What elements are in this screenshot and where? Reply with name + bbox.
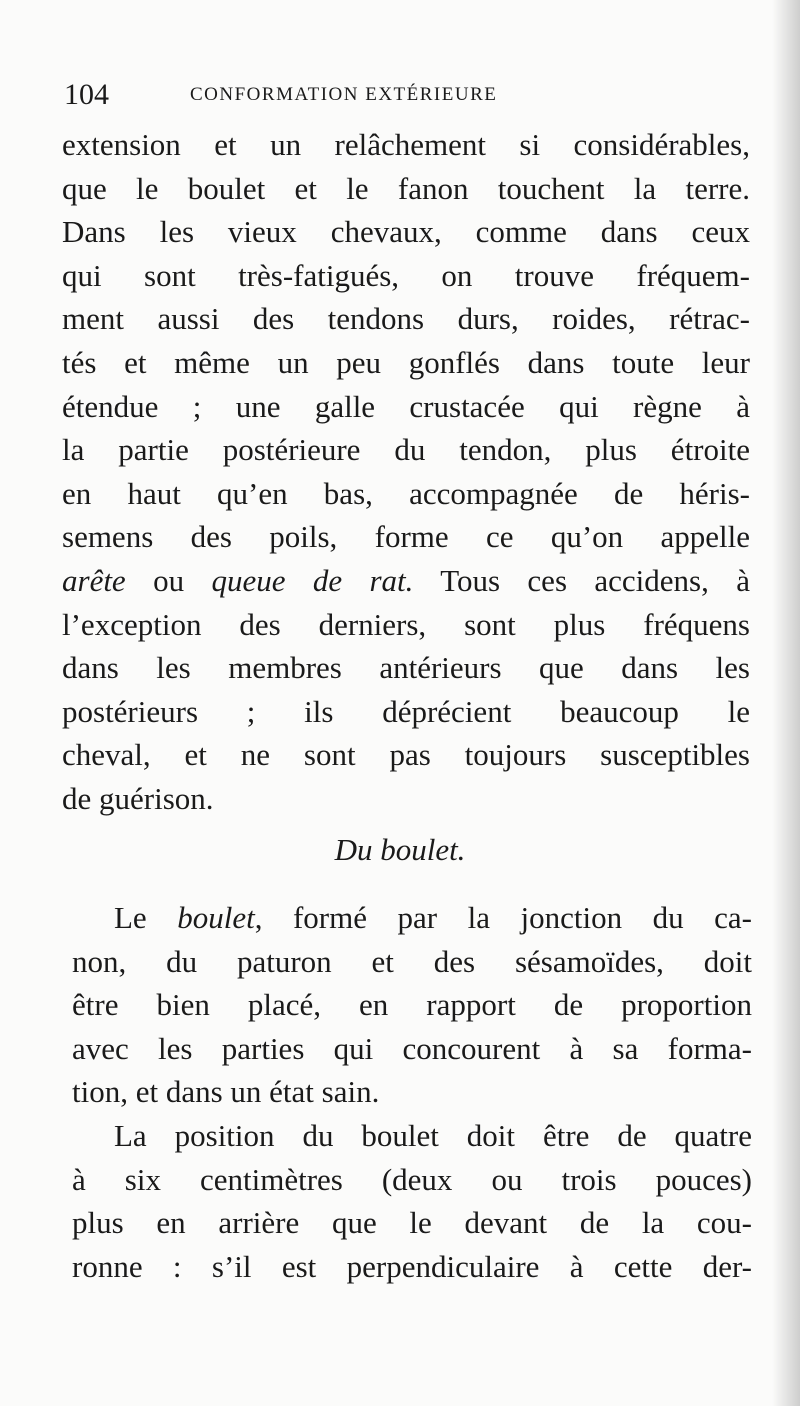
text-line: non, du paturon et des sésamoïdes, doit <box>72 943 752 979</box>
text-line: ment aussi des tendons durs, roides, rétrac- <box>62 301 750 337</box>
text-fragment: ou <box>125 562 212 598</box>
text-line: La position du boulet doit être de quatre <box>114 1117 752 1153</box>
italic-term: queue de rat. <box>211 562 414 598</box>
text-line: la partie postérieure du tendon, plus étroite <box>62 432 750 468</box>
text-line: l’exception des derniers, sont plus fréquens <box>62 606 750 642</box>
text-fragment: Tous ces accidens, à <box>413 562 750 598</box>
text-line: être bien placé, en rapport de proportion <box>72 987 752 1023</box>
text-line: étendue ; une galle crustacée qui règne à <box>62 388 750 424</box>
running-head: CONFORMATION EXTÉRIEURE <box>190 84 498 105</box>
text-line: plus en arrière que le devant de la cou- <box>72 1205 752 1241</box>
italic-term: arête <box>62 562 126 598</box>
text-line: de guérison. <box>62 780 214 816</box>
text-fragment: Le <box>114 900 178 935</box>
text-line: postérieurs ; ils déprécient beaucoup le <box>62 693 750 729</box>
text-line: avec les parties qui concourent à sa forma- <box>72 1030 752 1066</box>
page-number: 104 <box>64 78 109 111</box>
paragraphs-boulet <box>72 896 752 1288</box>
text-fragment: , formé par la jonction du ca- <box>254 900 752 935</box>
text-line: extension et un relâchement si considérables, <box>62 127 750 162</box>
text-line: qui sont très-fatigués, on trouve fréquem- <box>62 257 750 293</box>
text-line: à six centimètres (deux ou trois pouces) <box>72 1161 752 1197</box>
text-line: cheval, et ne sont pas toujours susceptibles <box>62 737 750 773</box>
italic-term: boulet <box>177 900 255 935</box>
text-line-with-italics <box>62 559 750 603</box>
page-header <box>64 78 744 118</box>
text-line: ronne : s’il est perpendiculaire à cette der- <box>72 1248 752 1284</box>
text-line-with-italics <box>72 896 752 940</box>
text-line: en haut qu’en bas, accompagnée de héris- <box>62 475 750 511</box>
text-line: Dans les vieux chevaux, comme dans ceux <box>62 214 750 250</box>
text-line: tion, et dans un état sain. <box>72 1074 380 1110</box>
text-line: tés et même un peu gonflés dans toute leur <box>62 344 750 380</box>
text-line: dans les membres antérieurs que dans les <box>62 650 750 686</box>
section-heading: Du boulet. <box>334 832 466 867</box>
text-line: que le boulet et le fanon touchent la terre. <box>62 170 750 206</box>
text-line: semens des poils, forme ce qu’on appelle <box>62 519 750 555</box>
paragraph-1 <box>62 123 750 821</box>
